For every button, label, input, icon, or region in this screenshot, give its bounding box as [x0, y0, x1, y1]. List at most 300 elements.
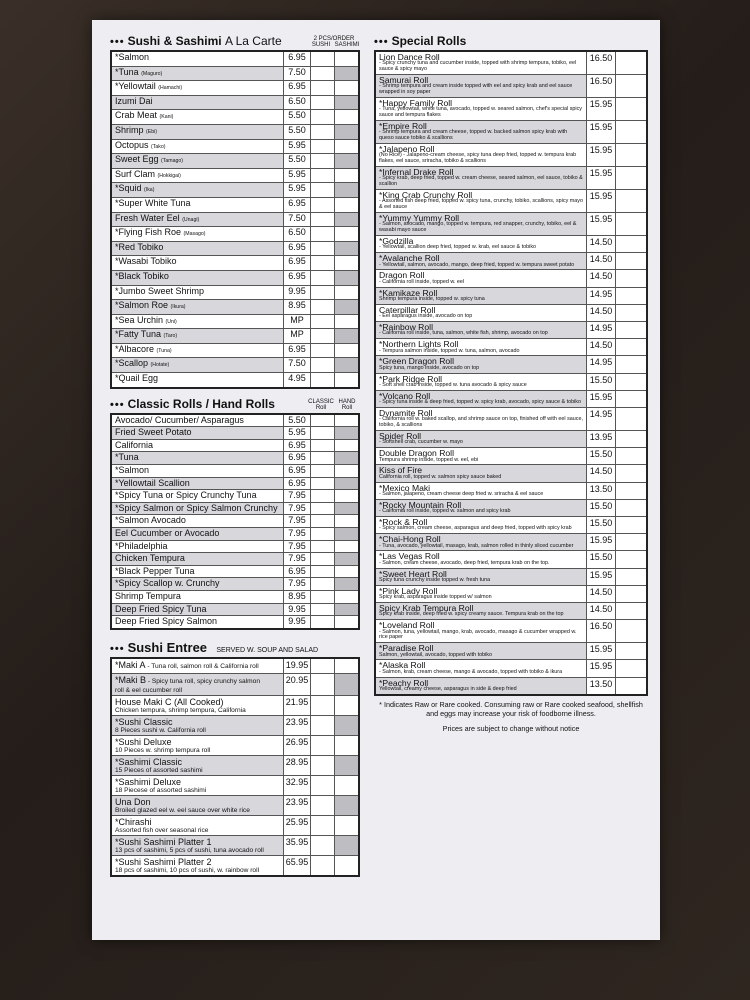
empty-cell — [334, 227, 358, 241]
special-roll-cell — [376, 213, 586, 235]
special-roll-name: *Avalanche Roll — [379, 253, 440, 264]
entree-price: 28.95 — [283, 756, 310, 775]
item-price: 6.95 — [283, 465, 310, 477]
empty-cell — [615, 322, 646, 338]
sushi-entree-title: Sushi Entree — [127, 639, 208, 655]
item-desc: (Tako) — [151, 143, 166, 150]
special-roll-price: 15.95 — [586, 660, 615, 676]
empty-cell — [615, 253, 646, 269]
special-roll-row — [376, 500, 646, 517]
empty-cell — [615, 52, 646, 74]
empty-cell — [334, 329, 358, 343]
special-roll-name: Spider Roll — [379, 431, 422, 442]
item-price: 9.95 — [283, 604, 310, 616]
entree-desc-inline: - Tuna roll, salmon roll & California roll — [145, 662, 259, 670]
item-price: 6.95 — [283, 271, 310, 285]
empty-cell — [615, 98, 646, 120]
special-roll-desc: - Tuna, yellowtail, white tuna, avocado, topped w. seared salmon, chef's special spicy sauce and tempura flakes — [379, 106, 582, 119]
empty-cell — [310, 478, 334, 490]
item-name-cell — [112, 541, 283, 553]
special-roll-price: 14.50 — [586, 339, 615, 355]
special-roll-cell — [376, 408, 586, 430]
item-name: Surf Clam — [115, 168, 156, 179]
menu-row — [112, 67, 358, 82]
bullet-dots-icon: ••• — [110, 642, 125, 655]
item-name-cell — [112, 169, 283, 183]
entree-row — [112, 816, 358, 836]
special-roll-name: *Happy Family Roll — [379, 98, 453, 108]
sushi-entree-subtitle: SERVED W. SOUP AND SALAD — [216, 646, 319, 654]
special-roll-name: Dynamite Roll — [379, 408, 433, 419]
classic-rolls-table — [110, 413, 360, 630]
entree-desc: Chicken tempura, shrimp tempura, California — [115, 706, 246, 714]
special-roll-row — [376, 678, 646, 694]
special-roll-desc: - Spicy krab, deep fried, topped w. cream cheese, seared salmon, eel sauce, tobiko & scallion — [379, 175, 583, 188]
entree-price: 23.95 — [283, 796, 310, 815]
empty-cell — [310, 856, 334, 875]
entree-row — [112, 776, 358, 796]
sushi-sashimi-section — [110, 34, 360, 389]
item-price: 5.50 — [283, 110, 310, 124]
bullet-dots-icon: ••• — [110, 398, 125, 411]
special-roll-row — [376, 190, 646, 213]
pcs-per-order-label: 2 PCS/ORDER — [313, 36, 355, 42]
menu-row — [112, 271, 358, 286]
special-roll-price: 14.95 — [586, 322, 615, 338]
empty-cell — [310, 736, 334, 755]
item-name: *Jumbo Sweet Shrimp — [115, 285, 205, 296]
special-rolls-header — [374, 34, 648, 48]
entree-price: 35.95 — [283, 836, 310, 855]
special-roll-price: 14.50 — [586, 586, 615, 602]
special-roll-row — [376, 121, 646, 144]
entree-row — [112, 659, 358, 674]
item-name: *Tuna — [115, 66, 139, 77]
empty-cell — [310, 756, 334, 775]
item-name-cell — [112, 110, 283, 124]
special-roll-price: 15.95 — [586, 391, 615, 407]
item-desc: (Ikura) — [170, 304, 186, 311]
empty-cell — [334, 452, 358, 464]
entree-name: *Chirashi — [115, 816, 152, 827]
item-price: 5.50 — [283, 125, 310, 139]
empty-cell — [334, 756, 358, 775]
menu-footnote — [374, 700, 648, 733]
entree-price: 20.95 — [283, 674, 310, 695]
item-name: *Spicy Tuna or Spicy Crunchy Tuna — [115, 490, 257, 501]
entree-desc: Broiled glazed eel w. eel sauce over white rice — [115, 806, 250, 814]
item-name: Izumi Dai — [115, 95, 153, 106]
special-roll-row — [376, 620, 646, 643]
entree-name: *Sashimi Deluxe — [115, 776, 182, 787]
empty-cell — [334, 183, 358, 197]
item-name-cell — [112, 96, 283, 110]
special-roll-desc: - Salmon, krab, cream cheese, mango & avocado, topped with tobiko & ikura — [379, 668, 563, 675]
menu-row — [112, 358, 358, 373]
empty-cell — [615, 586, 646, 602]
bullet-dots-icon: ••• — [374, 36, 389, 48]
item-name: *Black Pepper Tuna — [115, 565, 195, 576]
item-name: Shrimp — [115, 124, 144, 135]
menu-sheet — [92, 20, 660, 940]
column-headers — [308, 36, 360, 48]
special-roll-cell — [376, 339, 586, 355]
entree-name: *Maki B — [115, 674, 147, 685]
item-name-cell — [112, 528, 283, 540]
sushi-entree-section — [110, 640, 360, 877]
item-name: Eel Cucumber or Avocado — [115, 528, 220, 538]
entree-desc: 15 Pieces of assorted sashimi — [115, 766, 203, 774]
entree-row — [112, 756, 358, 776]
special-roll-cell — [376, 305, 586, 321]
special-roll-name: *Rock & Roll — [379, 517, 428, 528]
empty-cell — [334, 478, 358, 490]
item-name-cell — [112, 154, 283, 168]
special-roll-cell — [376, 551, 586, 567]
empty-cell — [334, 125, 358, 139]
empty-cell — [615, 236, 646, 252]
empty-cell — [334, 198, 358, 212]
menu-row — [112, 286, 358, 301]
item-desc: (Tuna) — [156, 347, 172, 354]
entree-desc: roll & eel cucumber roll — [115, 686, 183, 694]
empty-cell — [334, 440, 358, 452]
special-roll-cell — [376, 144, 586, 166]
entree-price: 32.95 — [283, 776, 310, 795]
special-roll-row — [376, 408, 646, 431]
item-name: California — [115, 439, 154, 450]
special-rolls-title: Special Rolls — [391, 34, 467, 48]
special-roll-name: *Las Vegas Roll — [379, 551, 440, 562]
item-price: 6.50 — [283, 227, 310, 241]
special-roll-cell — [376, 569, 586, 585]
special-roll-price: 15.95 — [586, 167, 615, 189]
empty-cell — [310, 465, 334, 477]
special-roll-desc: - Eel asparagus inside, avocado on top — [379, 313, 473, 320]
menu-row — [112, 373, 358, 387]
item-name-cell — [112, 286, 283, 300]
special-roll-name: *Kamikaze Roll — [379, 287, 438, 298]
entree-price: 65.95 — [283, 856, 310, 875]
item-name: Chicken Tempura — [115, 553, 185, 564]
item-desc: (Kani) — [159, 114, 174, 121]
empty-cell — [310, 315, 334, 329]
entree-desc: Assorted fish over seasonal rice — [115, 826, 209, 834]
empty-cell — [615, 483, 646, 499]
empty-cell — [334, 52, 358, 66]
entree-name: *Sushi Deluxe — [115, 736, 172, 747]
empty-cell — [615, 408, 646, 430]
special-roll-cell — [376, 500, 586, 516]
special-roll-name: *Infernal Drake Roll — [379, 167, 454, 177]
empty-cell — [334, 515, 358, 527]
sushi-entree-header — [110, 640, 360, 655]
empty-cell — [615, 391, 646, 407]
entree-name: *Maki A — [115, 659, 146, 670]
item-desc: (Hotate) — [150, 362, 170, 369]
special-roll-desc: Spicy tuna crunchy inside topped w. fresh tuna — [379, 577, 491, 584]
item-name: *Spicy Scallop w. Crunchy — [115, 578, 220, 589]
right-column — [374, 34, 648, 733]
sushi-sashimi-subtitle: A La Carte — [224, 34, 282, 48]
empty-cell — [310, 716, 334, 735]
item-price: 5.95 — [283, 427, 310, 439]
special-roll-price: 13.95 — [586, 431, 615, 447]
empty-cell — [334, 796, 358, 815]
item-name: *Salmon Roe — [115, 300, 169, 311]
special-roll-row — [376, 98, 646, 121]
special-roll-name: *Jalapeno Roll — [379, 144, 435, 154]
item-name-cell — [112, 140, 283, 154]
item-name: Avocado/ Cucumber/ Asparagus — [115, 414, 244, 425]
item-price: 5.50 — [283, 154, 310, 168]
empty-cell — [615, 305, 646, 321]
special-roll-desc: - Yellowtail, scallion deep fried, topped w. krab, eel sauce & tobiko — [379, 244, 537, 251]
entree-desc: 10 Pieces w. shrimp tempura roll — [115, 746, 211, 754]
special-roll-price: 14.95 — [586, 408, 615, 430]
empty-cell — [334, 344, 358, 358]
empty-cell — [334, 659, 358, 673]
item-name-cell — [112, 373, 283, 387]
empty-cell — [310, 659, 334, 673]
menu-row — [112, 300, 358, 315]
item-name: *Philadelphia — [115, 540, 168, 551]
item-name-cell — [112, 213, 283, 227]
special-roll-cell — [376, 236, 586, 252]
entree-desc: 18 pcs of sashimi, 10 pcs of sushi, w. rainbow roll — [115, 866, 260, 874]
special-roll-desc: - Salmon, cream cheese, avocado, deep fried, tempura krab on the top. — [379, 559, 550, 566]
special-roll-desc: - Assorted fish deep fried, topped w. spicy tuna, crunchy, tobiko, scallions, spicy mayo & eel sauce — [379, 198, 583, 211]
empty-cell — [310, 286, 334, 300]
entree-name-cell — [112, 776, 283, 795]
entree-name-cell — [112, 856, 283, 875]
special-rolls-table — [374, 50, 648, 696]
item-name: Fresh Water Eel — [115, 212, 180, 223]
special-roll-name: *Mexico Maki — [379, 482, 431, 493]
empty-cell — [310, 373, 334, 387]
menu-row — [112, 154, 358, 169]
special-roll-name: Caterpillar Roll — [379, 304, 436, 315]
item-name-cell — [112, 344, 283, 358]
item-price: 6.95 — [283, 256, 310, 270]
col-sushi-label: SUSHI — [311, 42, 331, 48]
classic-rolls-header — [110, 397, 360, 411]
menu-row — [112, 528, 358, 541]
menu-row — [112, 256, 358, 271]
item-name-cell — [112, 566, 283, 578]
special-roll-cell — [376, 253, 586, 269]
empty-cell — [334, 140, 358, 154]
special-roll-name: Spicy Krab Tempura Roll — [379, 603, 474, 614]
item-desc: (Ebi) — [146, 128, 157, 135]
empty-cell — [334, 591, 358, 603]
item-name-cell — [112, 465, 283, 477]
special-roll-name: *Rocky Mountain Roll — [379, 499, 462, 510]
special-roll-desc: Shrimp tempura inside, topped w. spicy tuna — [379, 296, 485, 303]
item-price: 5.95 — [283, 183, 310, 197]
special-roll-row — [376, 356, 646, 373]
entree-name-cell — [112, 674, 283, 695]
item-name-cell — [112, 616, 283, 628]
empty-cell — [615, 190, 646, 212]
empty-cell — [334, 716, 358, 735]
menu-row — [112, 604, 358, 617]
menu-row — [112, 52, 358, 67]
entree-price: 19.95 — [283, 659, 310, 673]
menu-row — [112, 541, 358, 554]
special-roll-row — [376, 288, 646, 305]
special-roll-desc: Salmon, yellowtail, avocado, topped with tobiko — [379, 651, 492, 658]
item-name: Shrimp Tempura — [115, 590, 181, 601]
item-desc: (Ika) — [144, 187, 155, 194]
item-name: *Flying Fish Roe — [115, 227, 182, 238]
special-roll-price: 15.50 — [586, 517, 615, 533]
section-title — [110, 34, 282, 48]
item-desc: (Unagi) — [182, 216, 200, 223]
empty-cell — [334, 271, 358, 285]
empty-cell — [310, 169, 334, 183]
item-name-cell — [112, 52, 283, 66]
special-roll-price: 15.95 — [586, 98, 615, 120]
empty-cell — [310, 440, 334, 452]
special-roll-row — [376, 144, 646, 167]
menu-row — [112, 465, 358, 478]
menu-row — [112, 110, 358, 125]
empty-cell — [334, 776, 358, 795]
entree-desc: 18 Piecese of assorted sashimi — [115, 786, 207, 794]
special-roll-row — [376, 660, 646, 677]
special-roll-cell — [376, 517, 586, 533]
empty-cell — [310, 490, 334, 502]
special-roll-row — [376, 253, 646, 270]
special-roll-name: *Chai-Hong Roll — [379, 534, 441, 545]
item-name: Fried Sweet Potato — [115, 427, 192, 438]
item-price: 6.95 — [283, 52, 310, 66]
empty-cell — [615, 288, 646, 304]
menu-row — [112, 478, 358, 491]
menu-row — [112, 315, 358, 330]
section-title — [110, 640, 318, 655]
special-roll-desc: - California roll inside, topped w. eel — [379, 278, 465, 285]
menu-row — [112, 198, 358, 213]
classic-rolls-title: Classic Rolls / Hand Rolls — [127, 396, 275, 411]
empty-cell — [310, 271, 334, 285]
raw-food-notice: * Indicates Raw or Rare cooked. Consuming raw or Rare cooked seafood, shellfish and eggs may increase your risk of foodborne illness. — [379, 699, 643, 718]
item-name-cell — [112, 242, 283, 256]
entree-row — [112, 696, 358, 716]
menu-row — [112, 427, 358, 440]
item-name-cell — [112, 256, 283, 270]
item-name-cell — [112, 478, 283, 490]
item-price: 5.50 — [283, 415, 310, 427]
item-desc: (Masago) — [183, 231, 206, 238]
item-name-cell — [112, 553, 283, 565]
empty-cell — [334, 604, 358, 616]
special-roll-name: *Loveland Roll — [379, 620, 435, 631]
menu-row — [112, 183, 358, 198]
entree-desc: 8 Pieces sushi w. California roll — [115, 726, 206, 734]
empty-cell — [615, 144, 646, 166]
empty-cell — [310, 242, 334, 256]
special-roll-row — [376, 603, 646, 620]
item-price: 6.95 — [283, 344, 310, 358]
special-roll-name: *Alaska Roll — [379, 660, 426, 671]
item-desc: (Maguro) — [141, 70, 163, 77]
menu-row — [112, 227, 358, 242]
empty-cell — [334, 465, 358, 477]
special-roll-desc: - Salmon, tuna, yellowtail, mango, krab, avocado, masago & cucumber wrapped w. rice paper — [379, 628, 577, 641]
empty-cell — [310, 52, 334, 66]
special-roll-price: 14.50 — [586, 603, 615, 619]
entree-name-cell — [112, 716, 283, 735]
special-roll-cell — [376, 660, 586, 676]
special-roll-price: 15.95 — [586, 144, 615, 166]
item-name-cell — [112, 271, 283, 285]
special-roll-cell — [376, 52, 586, 74]
special-roll-cell — [376, 534, 586, 550]
item-name-cell — [112, 490, 283, 502]
item-price: 5.95 — [283, 169, 310, 183]
price-change-notice: Prices are subject to change without notice — [442, 723, 580, 733]
menu-row — [112, 329, 358, 344]
item-name: *Fatty Tuna — [115, 329, 162, 340]
sushi-sashimi-table — [110, 50, 360, 389]
entree-name-cell — [112, 796, 283, 815]
entree-name-cell — [112, 756, 283, 775]
item-price: 9.95 — [283, 286, 310, 300]
empty-cell — [334, 415, 358, 427]
item-price: 6.95 — [283, 440, 310, 452]
empty-cell — [615, 500, 646, 516]
empty-cell — [310, 344, 334, 358]
empty-cell — [310, 110, 334, 124]
item-name: *Black Tobiko — [115, 270, 169, 281]
special-roll-cell — [376, 356, 586, 372]
special-roll-price: 14.95 — [586, 356, 615, 372]
special-roll-name: *Paradise Roll — [379, 643, 434, 654]
empty-cell — [310, 213, 334, 227]
special-roll-cell — [376, 121, 586, 143]
item-name-cell — [112, 452, 283, 464]
special-roll-cell — [376, 620, 586, 642]
entree-price: 26.95 — [283, 736, 310, 755]
item-price: 7.95 — [283, 503, 310, 515]
empty-cell — [310, 329, 334, 343]
special-roll-cell — [376, 75, 586, 97]
empty-cell — [310, 154, 334, 168]
special-roll-row — [376, 270, 646, 287]
empty-cell — [310, 125, 334, 139]
empty-cell — [310, 541, 334, 553]
special-roll-desc: - Tempura salmon inside, topped w. tuna, salmon, avocado — [379, 347, 520, 354]
empty-cell — [334, 490, 358, 502]
entree-row — [112, 716, 358, 736]
item-price: 7.95 — [283, 515, 310, 527]
special-roll-row — [376, 75, 646, 98]
item-price: 7.95 — [283, 490, 310, 502]
special-roll-price: 14.50 — [586, 305, 615, 321]
special-roll-row — [376, 213, 646, 236]
special-roll-row — [376, 52, 646, 75]
item-price: 7.95 — [283, 553, 310, 565]
empty-cell — [310, 198, 334, 212]
menu-row — [112, 344, 358, 359]
special-roll-desc: Spicy krab, asparagus inside topped w/ salmon — [379, 594, 492, 601]
entree-name: House Maki C (All Cooked) — [115, 696, 224, 707]
item-name-cell — [112, 81, 283, 95]
empty-cell — [334, 110, 358, 124]
empty-cell — [334, 315, 358, 329]
